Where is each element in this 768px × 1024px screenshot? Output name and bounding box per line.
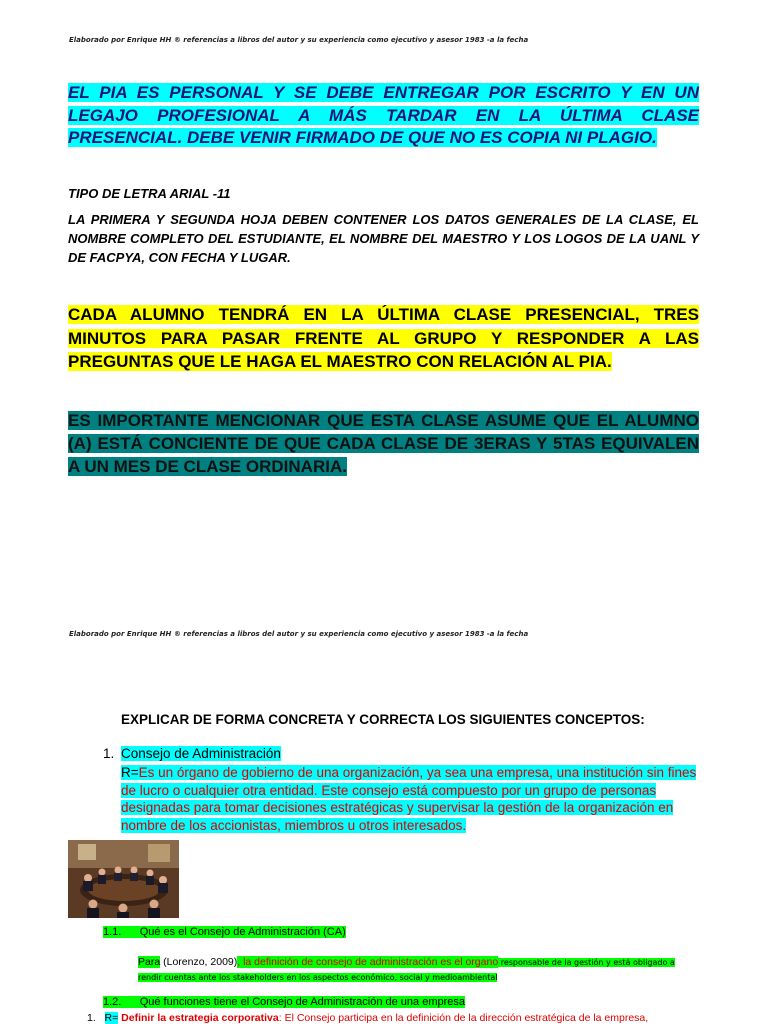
function-prefix: R= [104,1012,119,1024]
answer-text: Es un órgano de gobierno de una organización, ya sea una empresa, una institución sin fines de lucro o cualquier otra entidad. Este consejo está compuesto por un grupo de personas designadas para tomar decisiones estratégicas y supervisar la gestión de la organización en nombre de los accionistas, miembros u otros interesados. [121,765,697,833]
sub-item-1-1-number: 1.1. [103,926,122,938]
sub-item-1-1-label: Qué es el Consejo de Administración (CA) [139,926,346,938]
class-note [68,409,699,478]
list-number: 1. [103,746,115,761]
header-note-page2: Elaborado por Enrique HH ® referencias a libros del autor y su experiencia como ejecutivo y asesor 1983 -a la fecha [69,630,529,638]
function-item-1 [87,1012,648,1024]
citation-paragraph [138,955,698,985]
sub-item-1-2-number: 1.2. [103,996,122,1008]
pia-notice [68,82,699,150]
sub-item-1-2-label: Qué funciones tiene el Consejo de Administración de una empresa [139,996,466,1008]
font-note: TIPO DE LETRA ARIAL -11 [68,186,231,201]
function-number: 1. [87,1012,96,1024]
citation-part1: , la definición de consejo de administración es el organo [237,956,499,968]
sub-item-1-1 [103,926,346,938]
presentation-note [68,303,699,374]
list-item-label: Consejo de Administración [121,746,281,761]
answer-consejo [121,764,701,834]
first-pages-note: LA PRIMERA Y SEGUNDA HOJA DEBEN CONTENER LOS DATOS GENERALES DE LA CLASE, EL NOMBRE COMPLETO DEL ESTUDIANTE, EL NOMBRE DEL MAESTRO Y LOS LOGOS DE LA UANL Y DE FACPYA, CON FECHA Y LUGAR. [68,212,699,265]
sub-item-1-2-gap [121,996,139,1008]
board-meeting-image [68,840,179,918]
pia-notice-text: EL PIA ES PERSONAL Y SE DEBE ENTREGAR POR ESCRITO Y EN UN LEGAJO PROFESIONAL A MÁS TARDAR EN LA ÚLTIMA CLASE PRESENCIAL. DEBE VENIR FIRMADO DE QUE NO ES COPIA NI PLAGIO. [68,83,699,147]
citation-para: Para [138,956,161,968]
section-title: EXPLICAR DE FORMA CONCRETA Y CORRECTA LOS SIGUIENTES CONCEPTOS: [121,712,645,727]
function-text: : El Consejo participa en la definición de la dirección estratégica de la empresa, [278,1012,649,1024]
class-note-text: ES IMPORTANTE MENCIONAR QUE ESTA CLASE ASUME QUE EL ALUMNO (A) ESTÁ CONCIENTE DE QUE CADA CLASE DE 3ERAS Y 5TAS EQUIVALEN A UN MES DE CLASE ORDINARIA. [68,411,699,476]
answer-prefix: R= [121,765,139,780]
citation-part2: responsable de la gestión y está obligado a rendir cuentas ante los stakeholders en los aspectos económico, social y medioambiental [138,958,675,982]
sub-item-1-1-gap [121,926,139,938]
presentation-note-text: CADA ALUMNO TENDRÁ EN LA ÚLTIMA CLASE PRESENCIAL, TRES MINUTOS PARA PASAR FRENTE AL GRUPO Y RESPONDER A LAS PREGUNTAS QUE LE HAGA EL MAESTRO CON RELACIÓN AL PIA. [68,305,699,371]
citation-source: (Lorenzo, 2009) [163,956,238,968]
board-meeting-photo [68,840,179,918]
function-title: Definir la estrategia corporativa [118,1012,279,1024]
sub-item-1-2 [103,996,465,1008]
header-note: Elaborado por Enrique HH ® referencias a libros del autor y su experiencia como ejecutivo y asesor 1983 -a la fecha [69,36,529,44]
